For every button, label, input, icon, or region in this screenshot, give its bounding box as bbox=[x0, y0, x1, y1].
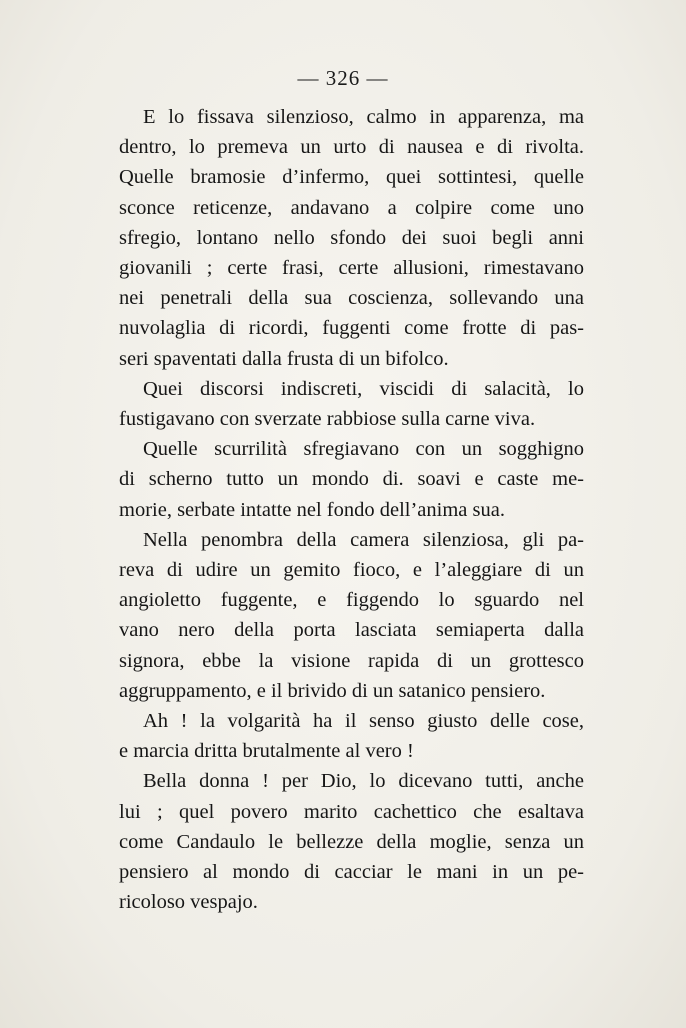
text-line: signora, ebbe la visione rapida di un grottesco bbox=[119, 649, 584, 672]
text-line: pensiero al mondo di cacciar le mani in un pe- bbox=[119, 861, 584, 884]
text-line: di scherno tutto un mondo di. soavi e caste me- bbox=[119, 468, 584, 491]
page-number: — 326 — bbox=[297, 66, 389, 90]
text-line: nei penetrali della sua coscienza, sollevando una bbox=[119, 287, 584, 310]
text-line: ricoloso vespajo. bbox=[119, 891, 258, 914]
paragraph bbox=[119, 766, 584, 917]
text-line: vano nero della porta lasciata semiaperta dalla bbox=[119, 619, 584, 642]
text-line: Quei discorsi indiscreti, viscidi di salacità, lo bbox=[143, 377, 584, 400]
text-line: Quelle bramosie d’infermo, quei sottintesi, quelle bbox=[119, 166, 584, 189]
text-line: Nella penombra della camera silenziosa, gli pa- bbox=[143, 528, 584, 551]
text-line: come Candaulo le bellezze della moglie, senza un bbox=[119, 830, 584, 853]
text-line: e marcia dritta brutalmente al vero ! bbox=[119, 740, 414, 763]
paragraph bbox=[119, 102, 584, 374]
text-line: sfregio, lontano nello sfondo dei suoi begli anni bbox=[119, 226, 584, 249]
paragraph bbox=[119, 525, 584, 706]
text-line: reva di udire un gemito fioco, e l’aleggiare di un bbox=[119, 559, 584, 582]
text-line: nuvolaglia di ricordi, fuggenti come frotte di pas- bbox=[119, 317, 584, 340]
paragraph bbox=[119, 374, 584, 434]
text-line: lui ; quel povero marito cachettico che esaltava bbox=[119, 800, 584, 823]
text-line: morie, serbate intatte nel fondo dell’anima sua. bbox=[119, 498, 505, 521]
text-line: aggruppamento, e il brivido di un satanico pensiero. bbox=[119, 679, 546, 702]
text-line: sconce reticenze, andavano a colpire come uno bbox=[119, 196, 584, 219]
text-line: Ah ! la volgarità ha il senso giusto delle cose, bbox=[143, 710, 584, 733]
text-line: Bella donna ! per Dio, lo dicevano tutti, anche bbox=[143, 770, 584, 793]
text-line: seri spaventati dalla frusta di un bifolco. bbox=[119, 347, 449, 370]
text-line: angioletto fuggente, e figgendo lo sguardo nel bbox=[119, 589, 584, 612]
text-line: fustigavano con sverzate rabbiose sulla carne viva. bbox=[119, 408, 536, 431]
text-line: Quelle scurrilità sfregiavano con un sogghigno bbox=[143, 438, 584, 461]
text-line: giovanili ; certe frasi, certe allusioni, rimestavano bbox=[119, 257, 584, 280]
text-line: E lo fissava silenzioso, calmo in apparenza, ma bbox=[143, 106, 584, 128]
paragraph bbox=[119, 706, 584, 766]
body-text bbox=[119, 102, 584, 917]
text-line: dentro, lo premeva un urto di nausea e di rivolta. bbox=[119, 136, 584, 159]
paragraph bbox=[119, 434, 584, 525]
